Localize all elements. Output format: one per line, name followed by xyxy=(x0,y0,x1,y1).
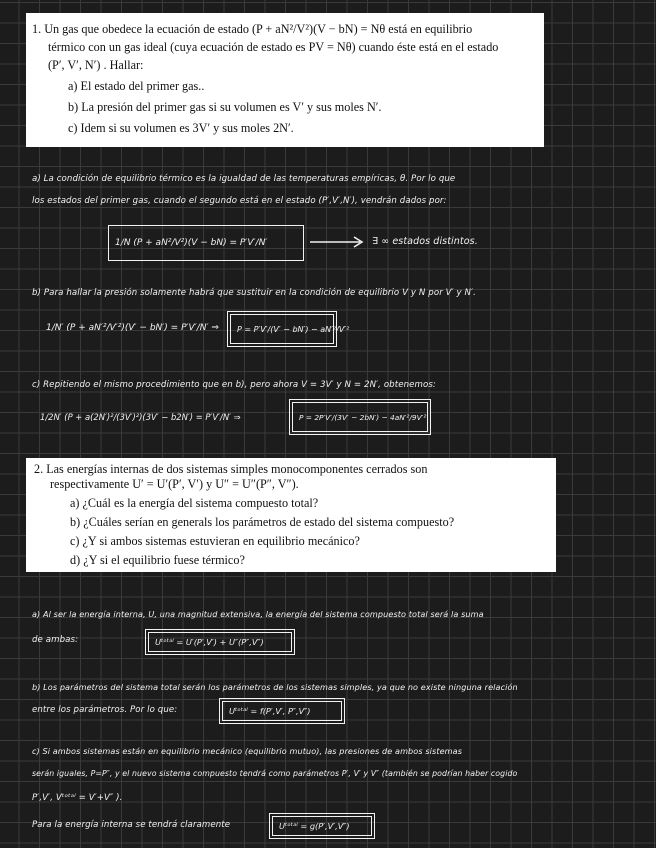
problem-2-line-2: respectivamente U′ = U′(P′, V′) y U″ = U″(P″, V″). xyxy=(50,477,299,491)
sol1-c-line-1: c) Repitiendo el mismo procedimiento que en b), pero ahora V = 3V′ y N = 2N′, obtenemos: xyxy=(32,380,436,390)
sol2-c-result-box xyxy=(272,816,372,836)
sol1-a-equation: 1/N (P + aN²/V²)(V − bN) = P′V′/N′ xyxy=(115,238,268,248)
sol1-a-line-1: a) La condición de equilibrio térmico es la igualdad de las temperaturas empíricas, θ. Por lo que xyxy=(32,174,456,184)
sol2-b-line-1: b) Los parámetros del sistema total serán los parámetros de los sistemas simples, ya que no existe ninguna relación xyxy=(32,682,518,692)
sol2-c-line-3: P′,V′, Vᵗᵒᵗᵃˡ = V′+V″ ). xyxy=(32,793,123,803)
sol1-c-result: P = 2P′V′/(3V′ − 2bN′) − 4aN′²/9V′² xyxy=(299,412,427,422)
sol2-a-line-2: de ambas: xyxy=(32,635,79,645)
sol2-c-line-1: c) Si ambos sistemas están en equilibrio mecánico (equilibrio mutuo), las presiones de ambos sistemas xyxy=(32,746,463,756)
sol1-b-result: P = P′V′/(V′ − bN′) − aN′²/V′² xyxy=(237,324,350,334)
sol1-b-line-1: b) Para hallar la presión solamente habrá que sustituir en la condición de equilibrio V y N por V′ y N′. xyxy=(32,288,476,298)
problem-1-item-a: a) El estado del primer gas.. xyxy=(68,79,205,93)
sol2-c-line-2: serán iguales, P=P″, y el nuevo sistema compuesto tendrá como parámetros P′, V′ y V″ (también se podrían haber cogido xyxy=(32,769,518,778)
sol1-a-result: ∃ ∞ estados distintos. xyxy=(372,236,478,247)
sol2-b-result-box xyxy=(222,701,342,721)
sol1-b-result-box xyxy=(230,314,350,344)
sol1-a-line-2: los estados del primer gas, cuando el segundo está en el estado (P′,V′,N′), vendrán dados por: xyxy=(32,196,447,206)
problem-1-line-2: térmico con un gas ideal (cuya ecuación de estado es PV = Nθ) cuando éste está en el estado xyxy=(48,40,499,54)
problem-2-item-d: d) ¿Y si el equilibrio fuese térmico? xyxy=(70,553,245,567)
problem-2-item-c: c) ¿Y si ambos sistemas estuvieran en equilibrio mecánico? xyxy=(70,534,360,548)
problem-1-box xyxy=(26,13,544,147)
arrow-icon xyxy=(308,236,368,248)
problem-2-item-a: a) ¿Cuál es la energía del sistema compuesto total? xyxy=(70,496,319,510)
problem-1-item-b: b) La presión del primer gas si su volumen es V′ y sus moles N′. xyxy=(68,100,382,114)
problem-2-line-1: 2. Las energías internas de dos sistemas simples monocomponentes cerrados son xyxy=(34,462,428,476)
sol1-b-equation: 1/N′ (P + aN′²/V′²)(V′ − bN′) = P′V′/N′ ⇒ xyxy=(46,323,219,333)
sol2-a-result-box xyxy=(148,632,292,652)
problem-1-line-1: 1. Un gas que obedece la ecuación de estado (P + aN²/V²)(V − bN) = Nθ está en equilibrio xyxy=(32,22,473,36)
problem-2-box xyxy=(26,458,556,572)
sol1-c-equation: 1/2N′ (P + a(2N′)²/(3V′)²)(3V′ − b2N′) = P′V′/N′ ⇒ xyxy=(40,412,241,422)
sol2-b-line-2: entre los parámetros. Por lo que: xyxy=(32,705,178,715)
sol2-c-line-4: Para la energía interna se tendrá claramente xyxy=(32,820,231,830)
sol1-c-result-box xyxy=(292,402,428,432)
sol2-c-result: Uᵗᵒᵗᵃˡ = g(P′,V′,V″) xyxy=(279,821,350,831)
problem-1-item-c: c) Idem si su volumen es 3V′ y sus moles 2N′. xyxy=(68,121,294,135)
sol1-a-equation-box xyxy=(108,225,304,261)
sol2-b-result: Uᵗᵒᵗᵃˡ = f(P′,V′, P″,V″) xyxy=(229,706,311,716)
sol2-a-result: Uᵗᵒᵗᵃˡ = U′(P′,V′) + U″(P″,V″) xyxy=(155,637,264,647)
problem-1-line-3: (P′, V′, N′) . Hallar: xyxy=(48,58,144,72)
problem-2-item-b: b) ¿Cuáles serían en generals los parámetros de estado del sistema compuesto? xyxy=(70,515,455,529)
sol2-a-line-1: a) Al ser la energía interna, U, una magnitud extensiva, la energía del sistema compuesto total será la suma xyxy=(32,609,484,619)
